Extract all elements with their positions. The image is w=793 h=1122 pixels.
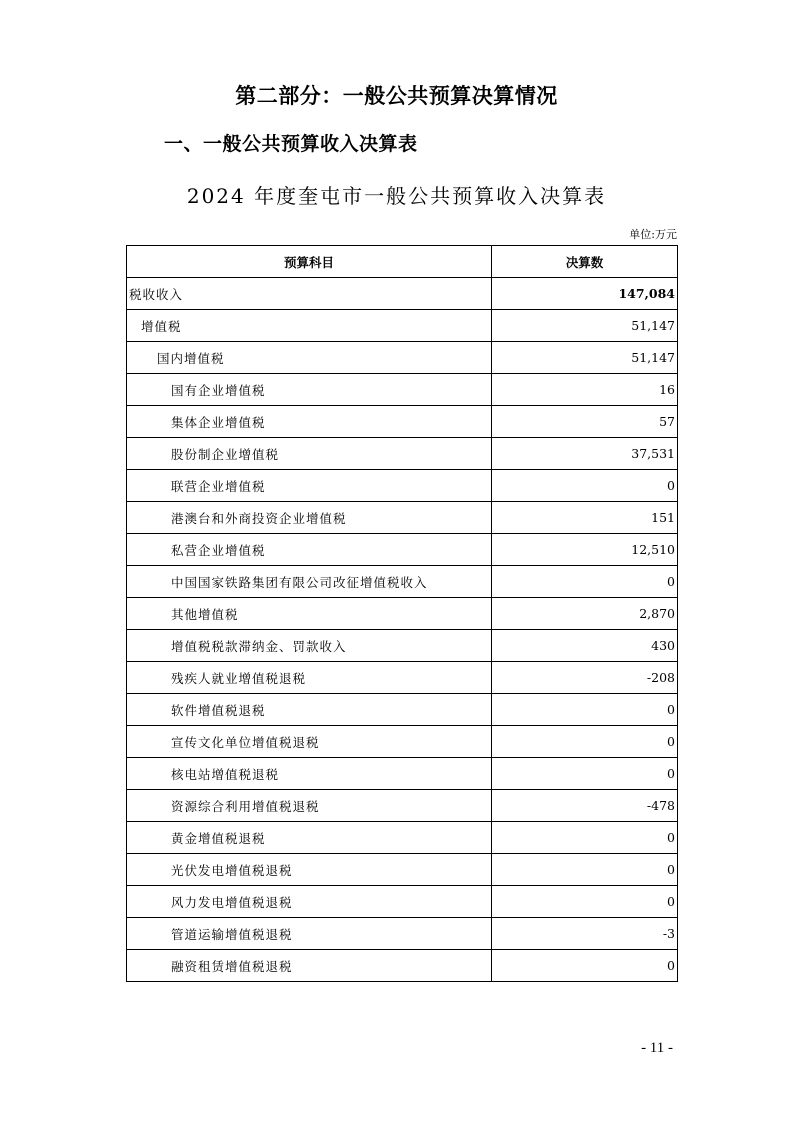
table-header-row (127, 246, 678, 278)
part-title: 第二部分：一般公共预算决算情况 (235, 84, 558, 108)
budget-item-value: 51,147 (492, 310, 678, 342)
budget-item-name: 中国国家铁路集团有限公司改征增值税收入 (127, 566, 492, 598)
budget-item-value: 0 (492, 886, 678, 918)
budget-item-value: 51,147 (492, 342, 678, 374)
budget-item-value: 0 (492, 758, 678, 790)
budget-item-name: 软件增值税退税 (127, 694, 492, 726)
table-row (127, 854, 678, 886)
budget-item-value: 151 (492, 502, 678, 534)
budget-item-name: 黄金增值税退税 (127, 822, 492, 854)
budget-item-name: 集体企业增值税 (127, 406, 492, 438)
budget-item-value: -3 (492, 918, 678, 950)
table-row (127, 438, 678, 470)
table-row (127, 470, 678, 502)
table-row (127, 822, 678, 854)
table-row (127, 726, 678, 758)
budget-item-name: 管道运输增值税退税 (127, 918, 492, 950)
table-row (127, 662, 678, 694)
budget-item-name: 风力发电增值税退税 (127, 886, 492, 918)
budget-item-name: 联营企业增值税 (127, 470, 492, 502)
budget-item-value: 0 (492, 950, 678, 982)
budget-item-name: 私营企业增值税 (127, 534, 492, 566)
section-title: 一、一般公共预算收入决算表 (164, 133, 418, 155)
budget-item-value: -208 (492, 662, 678, 694)
budget-item-name: 增值税税款滞纳金、罚款收入 (127, 630, 492, 662)
budget-item-name: 国有企业增值税 (127, 374, 492, 406)
budget-item-value: 0 (492, 822, 678, 854)
budget-item-value: 37,531 (492, 438, 678, 470)
budget-item-name: 核电站增值税退税 (127, 758, 492, 790)
table-row (127, 598, 678, 630)
header-final-amount: 决算数 (492, 246, 678, 278)
budget-item-name: 增值税 (127, 310, 492, 342)
table-row (127, 278, 678, 310)
budget-item-value: 57 (492, 406, 678, 438)
budget-item-name: 残疾人就业增值税退税 (127, 662, 492, 694)
table-row (127, 534, 678, 566)
budget-item-name: 融资租赁增值税退税 (127, 950, 492, 982)
budget-item-name: 港澳台和外商投资企业增值税 (127, 502, 492, 534)
table-row (127, 950, 678, 982)
budget-item-value: 147,084 (492, 278, 678, 310)
table-row (127, 406, 678, 438)
budget-item-value: 0 (492, 854, 678, 886)
budget-item-value: 0 (492, 470, 678, 502)
budget-item-value: 0 (492, 726, 678, 758)
table-row (127, 758, 678, 790)
table-row (127, 342, 678, 374)
budget-item-value: -478 (492, 790, 678, 822)
budget-item-value: 16 (492, 374, 678, 406)
table-row (127, 310, 678, 342)
budget-item-value: 12,510 (492, 534, 678, 566)
page-number: - 11 - (641, 1040, 673, 1056)
budget-item-name: 税收收入 (127, 278, 492, 310)
table-row (127, 630, 678, 662)
budget-item-name: 股份制企业增值税 (127, 438, 492, 470)
table-row (127, 886, 678, 918)
budget-item-value: 430 (492, 630, 678, 662)
table-row (127, 694, 678, 726)
budget-item-name: 国内增值税 (127, 342, 492, 374)
budget-item-name: 宣传文化单位增值税退税 (127, 726, 492, 758)
budget-item-value: 2,870 (492, 598, 678, 630)
table-title: 2024 年度奎屯市一般公共预算收入决算表 (186, 184, 607, 208)
budget-item-name: 光伏发电增值税退税 (127, 854, 492, 886)
budget-table (126, 245, 678, 982)
header-budget-item: 预算科目 (127, 246, 492, 278)
table-row (127, 566, 678, 598)
table-row (127, 502, 678, 534)
budget-item-name: 其他增值税 (127, 598, 492, 630)
budget-item-value: 0 (492, 566, 678, 598)
budget-item-name: 资源综合利用增值税退税 (127, 790, 492, 822)
budget-item-value: 0 (492, 694, 678, 726)
unit-label: 单位:万元 (629, 228, 677, 241)
table-row (127, 790, 678, 822)
table-row (127, 374, 678, 406)
table-row (127, 918, 678, 950)
